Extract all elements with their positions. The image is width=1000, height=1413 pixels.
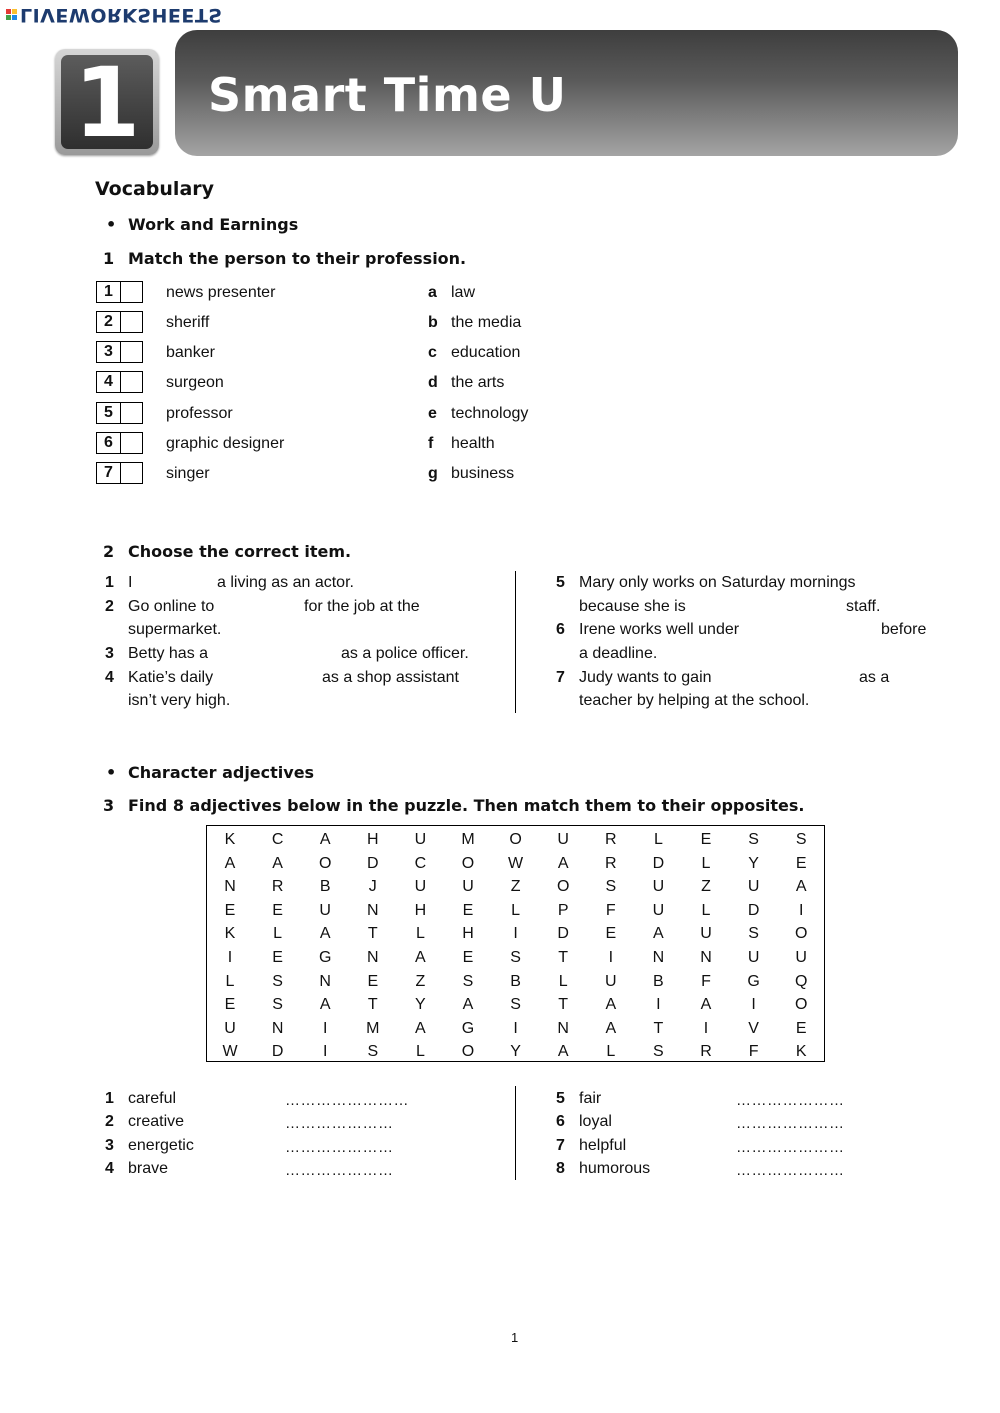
word-number: 1 bbox=[105, 1090, 114, 1107]
grid-letter[interactable]: D bbox=[271, 1043, 284, 1061]
grid-letter[interactable]: I bbox=[513, 925, 518, 943]
person-label: professor bbox=[166, 405, 233, 422]
grid-letter[interactable]: O bbox=[794, 925, 808, 943]
answer-blank[interactable]: ………………… bbox=[736, 1139, 845, 1156]
grid-letter[interactable]: A bbox=[462, 996, 474, 1014]
item-text: a deadline. bbox=[579, 645, 658, 662]
grid-letter[interactable]: U bbox=[557, 831, 569, 848]
item-text: as a bbox=[859, 669, 890, 686]
grid-letter[interactable]: S bbox=[367, 1043, 379, 1061]
grid-letter[interactable]: A bbox=[224, 854, 236, 872]
grid-letter[interactable]: F bbox=[605, 901, 616, 919]
grid-letter[interactable]: K bbox=[224, 925, 236, 943]
exercise-2-heading: 2 Choose the correct item. bbox=[103, 542, 352, 561]
profession-label: the media bbox=[451, 314, 522, 331]
grid-letter[interactable]: S bbox=[272, 996, 283, 1014]
bullet-icon: • bbox=[106, 763, 117, 782]
grid-letter[interactable]: A bbox=[415, 1019, 426, 1037]
grid-letter[interactable]: W bbox=[508, 854, 524, 872]
profession-label: business bbox=[451, 465, 515, 482]
item-text: for the job at the bbox=[304, 598, 420, 615]
grid-letter[interactable]: O bbox=[794, 996, 808, 1014]
grid-letter[interactable]: O bbox=[556, 878, 570, 896]
grid-letter[interactable]: D bbox=[747, 901, 760, 919]
grid-letter[interactable]: B bbox=[653, 972, 664, 990]
grid-letter[interactable]: L bbox=[606, 1043, 616, 1061]
grid-letter[interactable]: A bbox=[700, 996, 712, 1014]
grid-letter[interactable]: L bbox=[415, 1043, 425, 1061]
grid-letter[interactable]: L bbox=[653, 831, 663, 848]
grid-letter[interactable]: A bbox=[319, 925, 331, 943]
grid-letter[interactable]: R bbox=[605, 831, 617, 848]
answer-blank[interactable]: ………………… bbox=[736, 1162, 845, 1179]
grid-letter[interactable]: T bbox=[558, 949, 569, 966]
grid-letter[interactable]: J bbox=[368, 878, 377, 896]
grid-letter[interactable]: S bbox=[748, 831, 759, 848]
grid-letter[interactable]: E bbox=[462, 901, 474, 919]
word-number: 2 bbox=[105, 1113, 114, 1130]
grid-letter[interactable]: E bbox=[605, 925, 617, 943]
grid-letter[interactable]: B bbox=[510, 972, 521, 990]
answer-box[interactable] bbox=[96, 462, 143, 484]
grid-letter[interactable]: A bbox=[653, 925, 664, 943]
item-text: supermarket. bbox=[128, 621, 222, 638]
grid-letter[interactable]: L bbox=[701, 854, 711, 872]
page-number: 1 bbox=[511, 1330, 519, 1345]
profession-label: health bbox=[451, 435, 495, 452]
answer-box[interactable] bbox=[96, 432, 143, 454]
topic-heading: • Work and Earnings bbox=[106, 215, 299, 234]
grid-letter[interactable]: K bbox=[795, 1043, 807, 1061]
answer-box-number: 7 bbox=[97, 463, 121, 483]
grid-letter[interactable]: D bbox=[367, 854, 379, 872]
watermark-logo bbox=[6, 4, 223, 26]
grid-letter[interactable]: I bbox=[751, 996, 756, 1014]
answer-box[interactable] bbox=[96, 311, 143, 333]
grid-letter[interactable]: H bbox=[462, 925, 474, 943]
item-text: Judy wants to gain bbox=[579, 669, 712, 686]
item-text: Irene works well under bbox=[579, 621, 740, 638]
profession-label: education bbox=[451, 344, 521, 361]
grid-letter[interactable]: L bbox=[225, 972, 235, 990]
grid-letter[interactable]: I bbox=[513, 1019, 518, 1037]
grid-letter[interactable]: N bbox=[367, 901, 379, 919]
grid-letter[interactable]: T bbox=[367, 996, 378, 1014]
grid-letter[interactable]: I bbox=[798, 901, 804, 919]
item-number: 3 bbox=[105, 645, 114, 662]
grid-letter[interactable]: U bbox=[414, 831, 427, 848]
item-number: 4 bbox=[105, 669, 114, 686]
grid-letter[interactable]: E bbox=[224, 996, 236, 1014]
grid-letter[interactable]: L bbox=[415, 925, 425, 943]
grid-letter[interactable]: O bbox=[509, 831, 522, 848]
grid-letter[interactable]: E bbox=[272, 949, 283, 966]
section-title: Vocabulary bbox=[95, 178, 215, 200]
profession-letter: e bbox=[428, 405, 437, 422]
grid-letter[interactable]: T bbox=[653, 1019, 664, 1037]
grid-letter[interactable]: C bbox=[271, 831, 284, 848]
grid-letter[interactable]: U bbox=[795, 949, 807, 966]
grid-letter[interactable]: P bbox=[557, 901, 569, 919]
answer-box-number: 4 bbox=[97, 372, 121, 392]
grid-letter[interactable]: I bbox=[227, 949, 233, 966]
grid-letter[interactable]: O bbox=[461, 1043, 475, 1061]
grid-letter[interactable]: U bbox=[224, 1019, 236, 1037]
answer-blank[interactable]: ………………… bbox=[736, 1092, 845, 1109]
word-number: 4 bbox=[105, 1160, 114, 1177]
exercise-3-heading: 3 Find 8 adjectives below in the puzzle. Then match them to their opposites. bbox=[103, 796, 805, 815]
answer-box[interactable] bbox=[96, 281, 143, 303]
adjective-label: careful bbox=[128, 1090, 177, 1107]
adjective-label: fair bbox=[579, 1090, 602, 1107]
grid-letter[interactable]: Z bbox=[701, 878, 711, 896]
item-text: Mary only works on Saturday mornings bbox=[579, 574, 856, 591]
answer-box[interactable] bbox=[96, 341, 143, 363]
answer-blank[interactable]: …………………… bbox=[285, 1092, 409, 1109]
word-number: 5 bbox=[556, 1090, 565, 1107]
grid-letter[interactable]: L bbox=[511, 901, 521, 919]
item-number: 1 bbox=[105, 574, 114, 591]
adjective-label: loyal bbox=[579, 1113, 612, 1130]
item-number: 5 bbox=[556, 574, 565, 591]
grid-letter[interactable]: S bbox=[605, 878, 617, 896]
item-number: 7 bbox=[556, 669, 565, 686]
answer-blank[interactable]: ………………… bbox=[285, 1139, 394, 1156]
profession-label: law bbox=[451, 284, 476, 301]
grid-letter[interactable]: A bbox=[557, 1043, 569, 1061]
unit-number-badge bbox=[55, 47, 159, 159]
grid-letter[interactable]: U bbox=[700, 925, 712, 943]
item-text: as a police officer. bbox=[341, 645, 469, 662]
grid-letter[interactable]: D bbox=[652, 854, 665, 872]
answer-box-number: 6 bbox=[97, 433, 121, 453]
grid-letter[interactable]: I bbox=[656, 996, 661, 1014]
grid-letter[interactable]: D bbox=[557, 925, 569, 943]
grid-letter[interactable]: C bbox=[414, 854, 427, 872]
title-banner bbox=[175, 30, 958, 156]
grid-letter[interactable]: A bbox=[415, 949, 426, 966]
grid-letter[interactable]: E bbox=[462, 949, 474, 966]
item-text: as a shop assistant bbox=[322, 669, 459, 686]
grid-letter[interactable]: U bbox=[414, 878, 427, 896]
grid-letter[interactable]: S bbox=[748, 925, 759, 943]
grid-letter[interactable]: V bbox=[748, 1019, 759, 1037]
grid-letter[interactable]: K bbox=[224, 831, 236, 848]
grid-letter[interactable]: O bbox=[461, 854, 475, 872]
grid-letter[interactable]: L bbox=[701, 901, 711, 919]
grid-letter[interactable]: U bbox=[652, 878, 665, 896]
grid-letter[interactable]: G bbox=[747, 972, 760, 990]
person-label: singer bbox=[166, 465, 210, 482]
grid-letter[interactable]: S bbox=[510, 996, 521, 1014]
word-number: 7 bbox=[556, 1137, 565, 1154]
adjective-label: creative bbox=[128, 1113, 185, 1130]
profession-letter: c bbox=[428, 344, 437, 361]
grid-letter[interactable]: A bbox=[795, 878, 807, 896]
answer-box-number: 3 bbox=[97, 342, 121, 362]
person-label: news presenter bbox=[166, 284, 276, 301]
grid-letter[interactable]: N bbox=[271, 1019, 284, 1037]
item-text: because she is bbox=[579, 598, 686, 615]
profession-letter: b bbox=[428, 314, 438, 331]
answer-blank[interactable]: ………………… bbox=[285, 1115, 394, 1132]
bullet-icon: • bbox=[106, 215, 117, 234]
grid-letter[interactable]: Z bbox=[510, 878, 521, 896]
grid-letter[interactable]: B bbox=[319, 878, 331, 896]
grid-letter[interactable]: S bbox=[462, 972, 474, 990]
word-number: 3 bbox=[105, 1137, 114, 1154]
grid-letter[interactable]: M bbox=[366, 1019, 380, 1037]
grid-letter[interactable]: N bbox=[652, 949, 665, 966]
answer-box[interactable] bbox=[96, 402, 143, 424]
profession-letter: g bbox=[428, 465, 438, 482]
word-search-grid bbox=[206, 825, 825, 1062]
grid-letter[interactable]: A bbox=[319, 831, 331, 848]
grid-letter[interactable]: M bbox=[461, 831, 475, 848]
grid-letter[interactable]: A bbox=[272, 854, 283, 872]
word-number: 6 bbox=[556, 1113, 565, 1130]
grid-letter[interactable]: Y bbox=[415, 996, 426, 1014]
column-divider bbox=[515, 1086, 516, 1180]
grid-letter[interactable]: F bbox=[701, 972, 711, 990]
profession-letter: f bbox=[428, 435, 434, 452]
grid-letter[interactable]: A bbox=[605, 996, 617, 1014]
adjective-label: humorous bbox=[579, 1160, 651, 1177]
answer-box-number: 2 bbox=[97, 312, 121, 332]
item-text: a living as an actor. bbox=[217, 574, 354, 591]
watermark-text: LIVEWORKSHEETS bbox=[20, 4, 223, 26]
grid-letter[interactable]: T bbox=[558, 996, 569, 1014]
grid-letter[interactable]: E bbox=[272, 901, 283, 919]
grid-letter[interactable]: T bbox=[367, 925, 378, 943]
item-text: I bbox=[128, 574, 133, 591]
grid-letter[interactable]: E bbox=[367, 972, 379, 990]
grid-letter[interactable]: N bbox=[367, 949, 379, 966]
grid-letter[interactable]: N bbox=[224, 878, 236, 896]
grid-letter[interactable]: Z bbox=[415, 972, 426, 990]
unit-number: 1 bbox=[73, 47, 141, 159]
unit-title: Smart Time U bbox=[208, 68, 567, 122]
grid-letter[interactable]: U bbox=[747, 949, 760, 966]
grid-letter[interactable]: L bbox=[558, 972, 568, 990]
logo-icon bbox=[6, 10, 17, 21]
adjective-label: brave bbox=[128, 1160, 169, 1177]
item-text: Katie’s daily bbox=[128, 669, 214, 686]
grid-letter[interactable]: I bbox=[703, 1019, 709, 1037]
item-text: staff. bbox=[846, 598, 881, 615]
item-text: isn’t very high. bbox=[128, 692, 231, 709]
profession-label: technology bbox=[451, 405, 529, 422]
grid-letter[interactable]: H bbox=[367, 831, 379, 848]
column-divider bbox=[515, 571, 516, 713]
grid-letter[interactable]: E bbox=[795, 854, 807, 872]
grid-letter[interactable]: S bbox=[272, 972, 283, 990]
grid-letter[interactable]: U bbox=[747, 878, 760, 896]
person-label: banker bbox=[166, 344, 215, 361]
grid-letter[interactable]: U bbox=[319, 901, 331, 919]
profession-letter: d bbox=[428, 374, 438, 391]
grid-letter[interactable]: W bbox=[222, 1043, 238, 1061]
item-number: 6 bbox=[556, 621, 565, 638]
grid-letter[interactable]: A bbox=[605, 1019, 617, 1037]
grid-letter[interactable]: U bbox=[652, 901, 665, 919]
exercise-1-heading: 1 Match the person to their profession. bbox=[103, 249, 467, 268]
grid-letter[interactable]: U bbox=[605, 972, 617, 990]
adjective-label: helpful bbox=[579, 1137, 627, 1154]
answer-box[interactable] bbox=[96, 371, 143, 393]
grid-letter[interactable]: N bbox=[557, 1019, 569, 1037]
answer-blank[interactable]: ………………… bbox=[736, 1115, 845, 1132]
profession-letter: a bbox=[428, 284, 437, 301]
grid-letter[interactable]: U bbox=[462, 878, 474, 896]
grid-letter[interactable]: S bbox=[795, 831, 807, 848]
grid-letter[interactable]: Y bbox=[748, 854, 759, 872]
answer-box-number: 5 bbox=[97, 403, 121, 423]
grid-letter[interactable]: S bbox=[653, 1043, 664, 1061]
grid-letter[interactable]: A bbox=[557, 854, 569, 872]
grid-letter[interactable]: I bbox=[322, 1019, 328, 1037]
grid-letter[interactable]: I bbox=[608, 949, 614, 966]
answer-blank[interactable]: ………………… bbox=[285, 1162, 394, 1179]
item-number: 2 bbox=[105, 598, 114, 615]
grid-letter[interactable]: H bbox=[414, 901, 427, 919]
person-label: surgeon bbox=[166, 374, 224, 391]
grid-letter[interactable]: F bbox=[748, 1043, 759, 1061]
grid-letter[interactable]: G bbox=[461, 1019, 475, 1037]
grid-letter[interactable]: E bbox=[795, 1019, 807, 1037]
grid-letter[interactable]: R bbox=[271, 878, 284, 896]
item-text: teacher by helping at the school. bbox=[579, 692, 810, 709]
grid-letter[interactable]: A bbox=[319, 996, 331, 1014]
grid-letter[interactable]: O bbox=[318, 854, 332, 872]
adjective-label: energetic bbox=[128, 1137, 194, 1154]
grid-letter[interactable]: E bbox=[224, 901, 236, 919]
grid-letter[interactable]: Y bbox=[510, 1043, 521, 1061]
item-text: Betty has a bbox=[128, 645, 209, 662]
profession-label: the arts bbox=[451, 374, 505, 391]
grid-letter[interactable]: L bbox=[273, 925, 283, 943]
person-label: sheriff bbox=[166, 314, 210, 331]
word-number: 8 bbox=[556, 1160, 565, 1177]
grid-letter[interactable]: G bbox=[318, 949, 332, 966]
item-text: before bbox=[881, 621, 927, 638]
grid-letter[interactable]: N bbox=[700, 949, 712, 966]
item-text: Go online to bbox=[128, 598, 215, 615]
topic-heading: • Character adjectives bbox=[106, 763, 315, 782]
grid-letter[interactable]: R bbox=[700, 1043, 712, 1061]
grid-letter[interactable]: R bbox=[605, 854, 617, 872]
grid-letter[interactable]: I bbox=[322, 1043, 328, 1061]
grid-letter[interactable]: E bbox=[700, 831, 712, 848]
grid-letter[interactable]: Q bbox=[794, 972, 808, 990]
answer-box-number: 1 bbox=[97, 282, 121, 302]
grid-letter[interactable]: N bbox=[319, 972, 331, 990]
person-label: graphic designer bbox=[166, 435, 285, 452]
grid-letter[interactable]: S bbox=[510, 949, 521, 966]
